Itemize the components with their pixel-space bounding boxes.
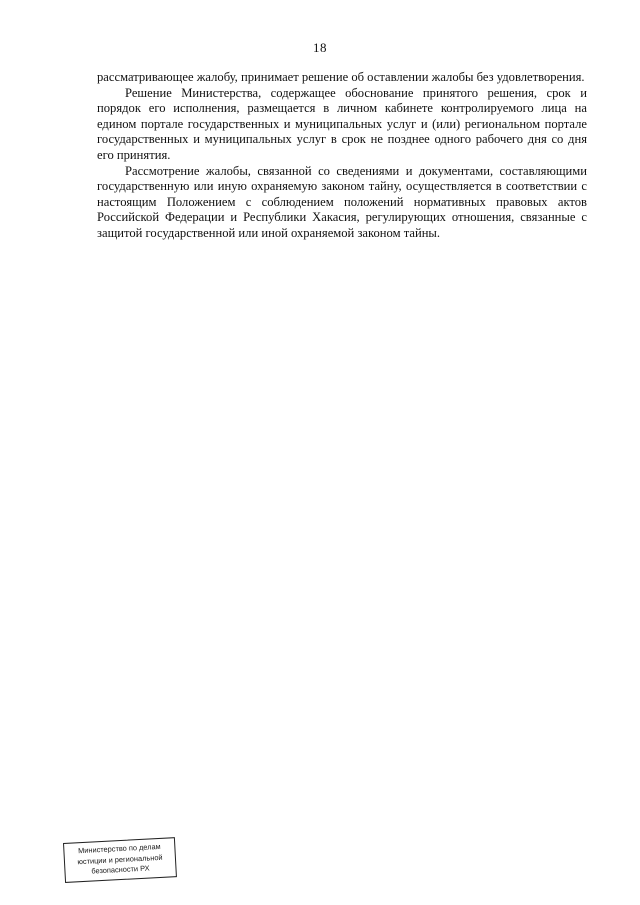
stamp-line-2: юстиции и региональной	[77, 852, 163, 866]
stamp-line-3: безопасности РХ	[91, 863, 150, 876]
paragraph-1: рассматривающее жалобу, принимает решение об оставлении жалобы без удовлетворения.	[97, 70, 585, 84]
stamp-line-1: Министерство по делам	[77, 841, 161, 856]
paragraph-3: Рассмотрение жалобы, связанной со сведениями и документами, составляющими государственную или иную охраняемую законом тайну, осуществляется в соответствии с настоящим Положением с соблюдением положений нормативных правовых актов Российской Федерации и Республики Хакасия, регулирующих отношения, связанные с защитой государственной или иной охраняемой законом тайны.	[97, 163, 587, 240]
registration-stamp	[63, 837, 177, 883]
paragraph-2: Решение Министерства, содержащее обоснование принятого решения, срок и порядок его исполнения, размещается в личном кабинете контролируемого лица на едином портале государственных и муниципальных услуг и (или) региональном портале государственных и муниципальных услуг в срок не позднее одного рабочего дня со дня его принятия.	[97, 85, 587, 162]
page-number: 18	[313, 40, 327, 55]
document-body	[97, 70, 587, 242]
